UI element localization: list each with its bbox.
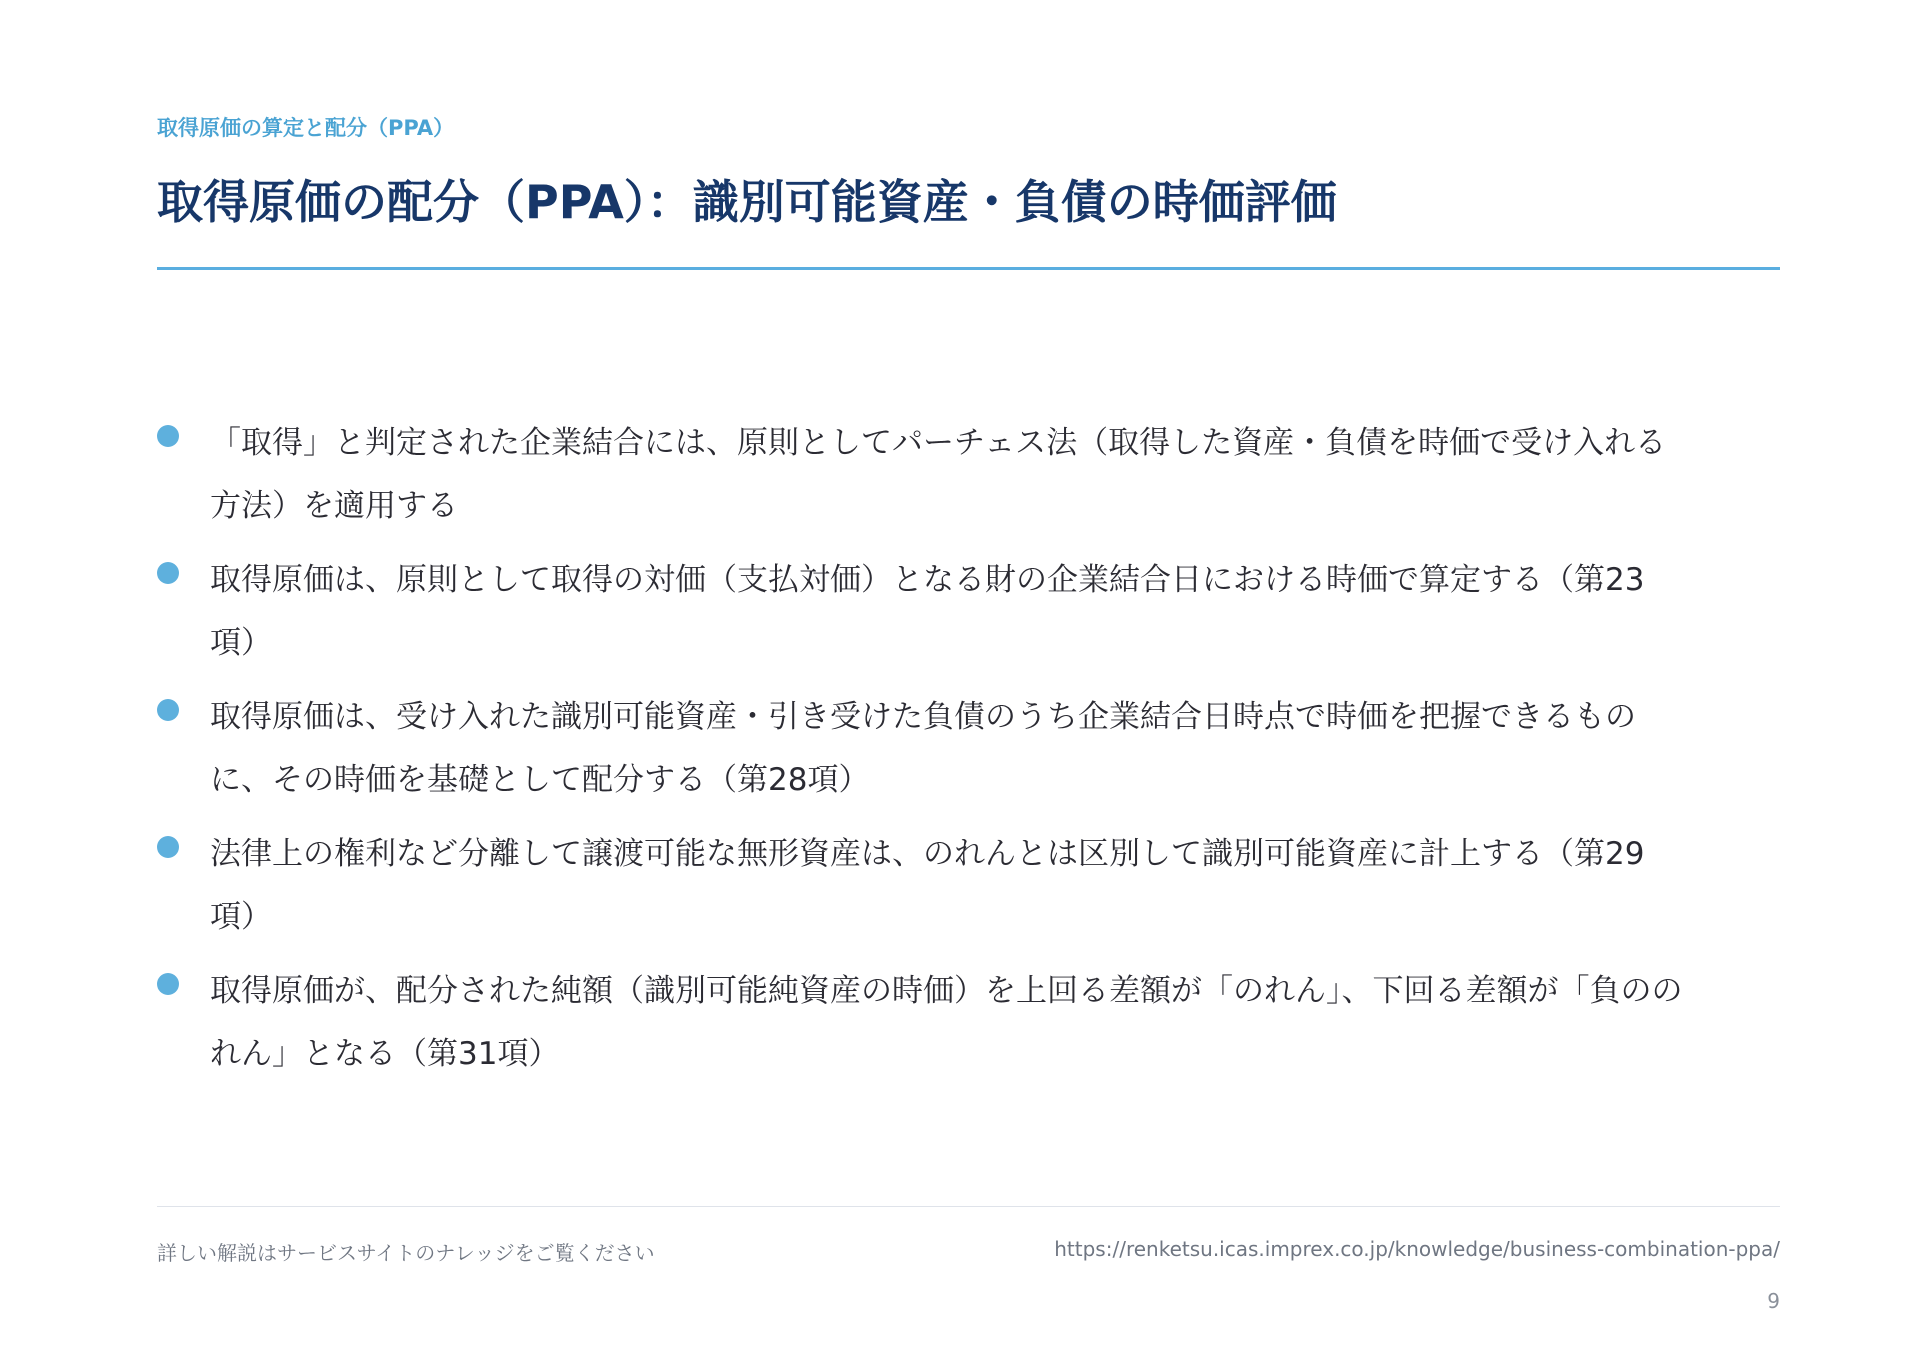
page-title: 取得原価の配分（PPA）：識別可能資産・負債の時価評価 bbox=[157, 175, 1337, 229]
bullet-text: 取得原価が、配分された純額（識別可能純資産の時価）を上回る差額が「のれん」、下回る差額が「負ののれん」となる（第31項） bbox=[210, 973, 1683, 1072]
bullet-list bbox=[157, 412, 1683, 1097]
bullet-dot-icon bbox=[157, 973, 179, 995]
list-item bbox=[157, 823, 1645, 949]
bullet-dot-icon bbox=[157, 836, 179, 858]
footer-note: 詳しい解説はサービスサイトのナレッジをご覧ください bbox=[157, 1241, 655, 1265]
footer-url-link[interactable]: https://renketsu.icas.imprex.co.jp/knowledge/business-combination-ppa/ bbox=[1054, 1237, 1780, 1261]
bullet-text: 法律上の権利など分離して譲渡可能な無形資産は、のれんとは区別して識別可能資産に計上する（第29項） bbox=[210, 836, 1645, 935]
list-item bbox=[157, 549, 1645, 675]
title-divider bbox=[157, 267, 1780, 270]
section-label: 取得原価の算定と配分（PPA） bbox=[157, 116, 455, 140]
bullet-text: 「取得」と判定された企業結合には、原則としてパーチェス法（取得した資産・負債を時価で受け入れる方法）を適用する bbox=[210, 425, 1667, 524]
footer-divider bbox=[157, 1206, 1780, 1207]
bullet-dot-icon bbox=[157, 699, 179, 721]
bullet-dot-icon bbox=[157, 562, 179, 584]
list-item bbox=[157, 686, 1636, 812]
list-item bbox=[157, 412, 1667, 538]
bullet-text: 取得原価は、原則として取得の対価（支払対価）となる財の企業結合日における時価で算定する（第23項） bbox=[210, 562, 1645, 661]
bullet-text: 取得原価は、受け入れた識別可能資産・引き受けた負債のうち企業結合日時点で時価を把握できるものに、その時価を基礎として配分する（第28項） bbox=[210, 699, 1636, 798]
page-number: 9 bbox=[1767, 1289, 1780, 1313]
bullet-dot-icon bbox=[157, 425, 179, 447]
list-item bbox=[157, 960, 1683, 1086]
